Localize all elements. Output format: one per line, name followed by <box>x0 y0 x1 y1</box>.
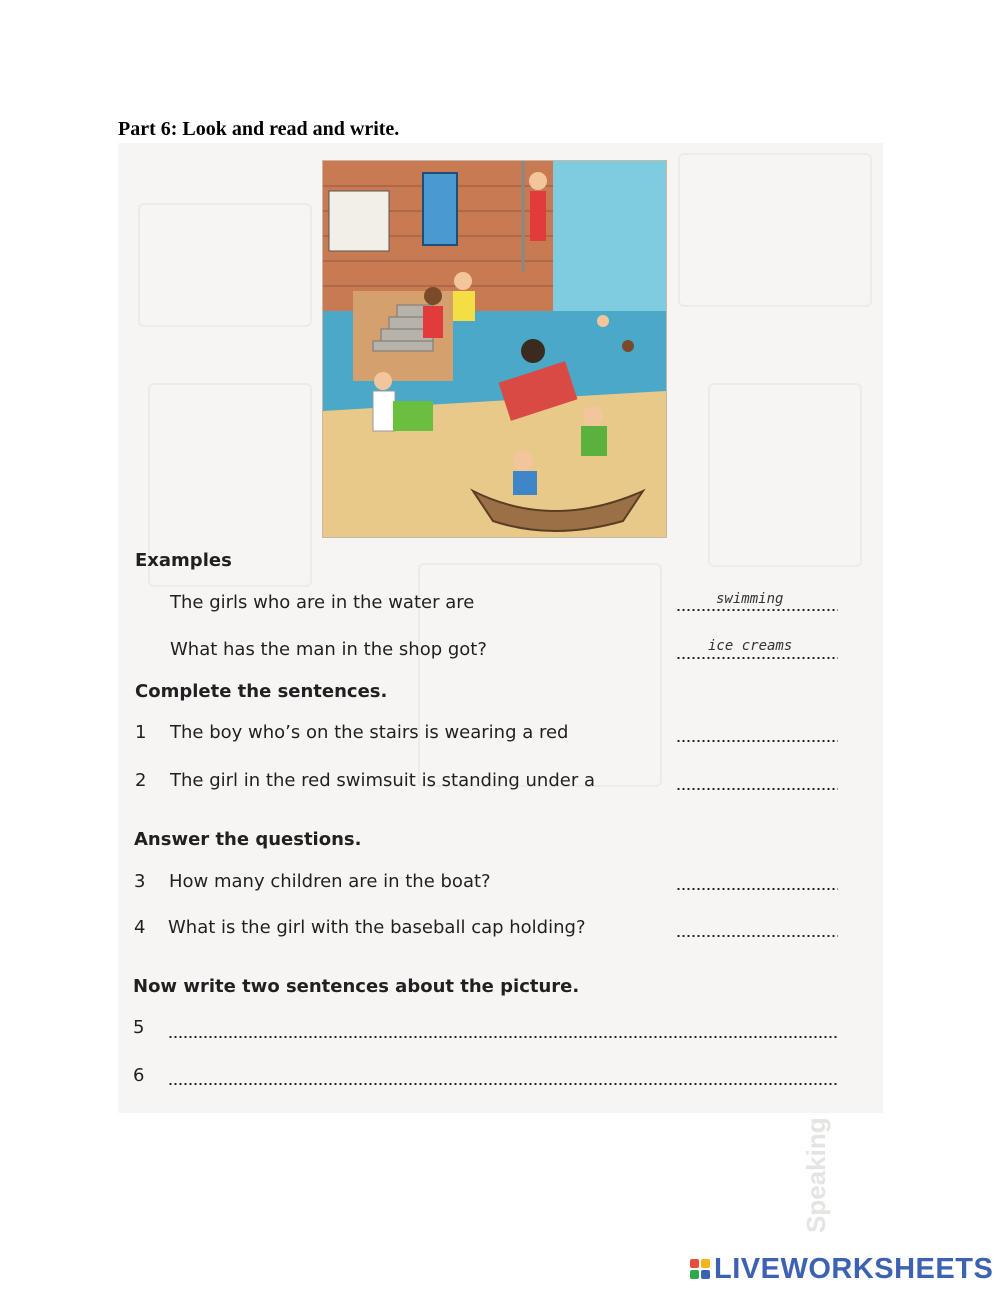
answer-dots <box>168 1083 838 1085</box>
sentence-number: 6 <box>133 1065 145 1086</box>
logo-square <box>701 1259 710 1268</box>
example-answer: swimming <box>716 591 784 607</box>
example-text: What has the man in the shop got? <box>170 639 487 660</box>
answer-dots <box>168 1036 838 1038</box>
question-text: What is the girl with the baseball cap holding? <box>168 917 586 938</box>
ghost-frame <box>708 383 862 567</box>
question-number: 2 <box>135 770 147 791</box>
answer-dots <box>676 740 838 742</box>
beach-picture <box>322 160 667 538</box>
section-heading-complete: Complete the sentences. <box>135 681 388 702</box>
question-number: 1 <box>135 722 147 743</box>
question-number: 3 <box>134 871 146 892</box>
answer-input-1[interactable] <box>676 717 846 739</box>
part-title: Part 6: Look and read and write. <box>118 118 400 140</box>
liveworksheets-logo <box>690 1252 993 1286</box>
question-text: The girl in the red swimsuit is standing under a <box>170 770 595 791</box>
answer-dots <box>676 788 838 790</box>
brand-name: LIVEWORKSHEETS <box>714 1252 994 1285</box>
logo-square <box>690 1270 699 1279</box>
question-text: How many children are in the boat? <box>169 871 491 892</box>
question-text: The boy who’s on the stairs is wearing a red <box>170 722 569 743</box>
answer-input-3[interactable] <box>676 865 846 887</box>
answer-dots <box>676 935 838 937</box>
answer-dots <box>676 657 838 659</box>
section-heading-answer: Answer the questions. <box>134 829 362 850</box>
answer-input-2[interactable] <box>676 765 846 787</box>
question-number: 4 <box>134 917 146 938</box>
example-answer: ice creams <box>708 638 793 654</box>
logo-icon <box>690 1259 710 1279</box>
sentence-input-6[interactable] <box>168 1060 846 1082</box>
logo-square <box>690 1259 699 1268</box>
answer-input-4[interactable] <box>676 912 846 934</box>
ghost-frame <box>138 203 312 327</box>
answer-dots <box>676 609 838 611</box>
sentence-input-5[interactable] <box>168 1013 846 1035</box>
sentence-number: 5 <box>133 1017 145 1038</box>
ghost-frame <box>678 153 872 307</box>
answer-dots <box>676 888 838 890</box>
ghost-text: Speaking <box>801 1117 831 1233</box>
logo-square <box>701 1270 710 1279</box>
section-heading-examples: Examples <box>135 550 232 571</box>
example-text: The girls who are in the water are <box>170 592 475 613</box>
section-heading-write: Now write two sentences about the picture. <box>133 976 580 997</box>
